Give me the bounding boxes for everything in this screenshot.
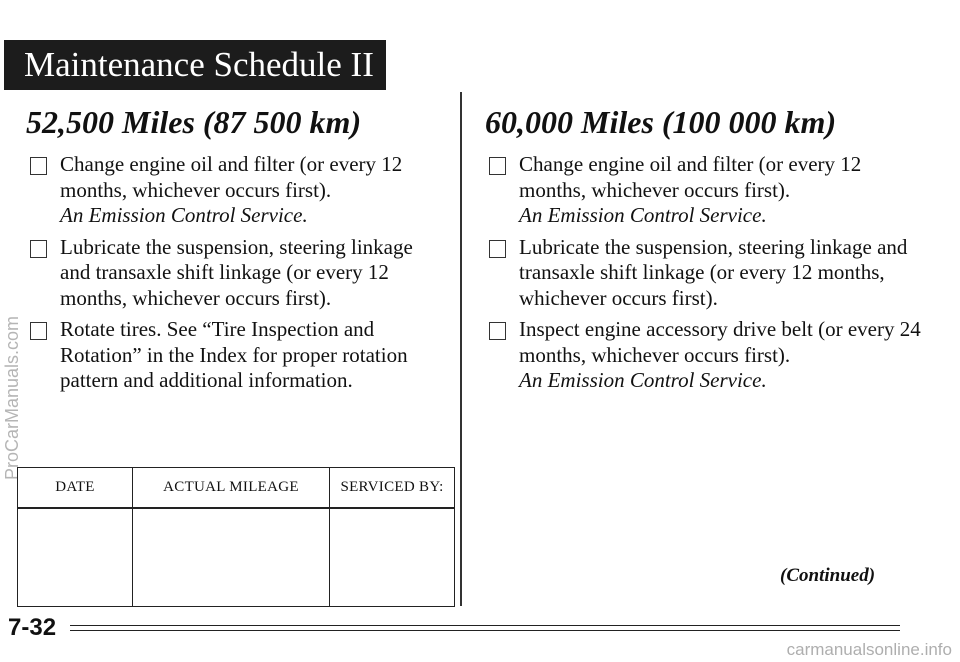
checkbox-icon[interactable] <box>30 157 47 175</box>
date-column-header: DATE <box>18 468 133 508</box>
left-column <box>26 102 446 400</box>
checkbox-icon[interactable] <box>489 157 506 175</box>
right-column <box>485 102 925 400</box>
date-cell[interactable] <box>18 508 133 607</box>
footer-rule <box>70 625 900 631</box>
column-divider <box>460 92 462 606</box>
item-text: Lubricate the suspension, steering linkage and transaxle shift linkage (or every 12 months, whichever occurs first). <box>519 234 908 310</box>
checklist-item <box>26 152 446 229</box>
checklist-item <box>485 235 925 312</box>
checkbox-icon[interactable] <box>30 240 47 258</box>
checklist-right <box>485 152 925 394</box>
page-number: 7-32 <box>8 614 57 641</box>
checklist-item <box>485 317 925 394</box>
side-watermark-text: ProCarManuals.com <box>2 315 22 480</box>
section-title-banner: Maintenance Schedule II <box>4 40 386 90</box>
mileage-column-header: ACTUAL MILEAGE <box>133 468 330 508</box>
mileage-heading-left: 52,500 Miles (87 500 km) <box>26 104 362 140</box>
checklist-item <box>26 235 446 312</box>
table-row <box>18 508 455 607</box>
footer-watermark: carmanualsonline.info <box>786 640 952 659</box>
emission-note: An Emission Control Service. <box>60 203 308 227</box>
checkbox-icon[interactable] <box>489 322 506 340</box>
serviced-by-cell[interactable] <box>330 508 455 607</box>
item-text: Change engine oil and filter (or every 12 months, whichever occurs first). <box>60 152 403 202</box>
continued-note: (Continued) <box>780 565 876 586</box>
item-text: Inspect engine accessory drive belt (or every 24 months, whichever occurs first). <box>519 317 921 367</box>
item-text: Rotate tires. See “Tire Inspection and Rotation” in the Index for proper rotation pattern and additional information. <box>60 317 408 392</box>
mileage-cell[interactable] <box>133 508 330 607</box>
checklist-left <box>26 152 446 394</box>
item-text: Lubricate the suspension, steering linkage and transaxle shift linkage (or every 12 months, whichever occurs first). <box>60 234 413 310</box>
mileage-heading-right: 60,000 Miles (100 000 km) <box>485 104 837 140</box>
service-record-table <box>17 467 455 607</box>
serviced-by-column-header: SERVICED BY: <box>330 468 455 508</box>
checklist-item <box>485 152 925 229</box>
checkbox-icon[interactable] <box>489 240 506 258</box>
emission-note: An Emission Control Service. <box>519 203 767 227</box>
checklist-item <box>26 317 446 394</box>
item-text: Change engine oil and filter (or every 12 months, whichever occurs first). <box>519 152 862 202</box>
table-header-row <box>18 468 455 508</box>
checkbox-icon[interactable] <box>30 322 47 340</box>
emission-note: An Emission Control Service. <box>519 368 767 392</box>
